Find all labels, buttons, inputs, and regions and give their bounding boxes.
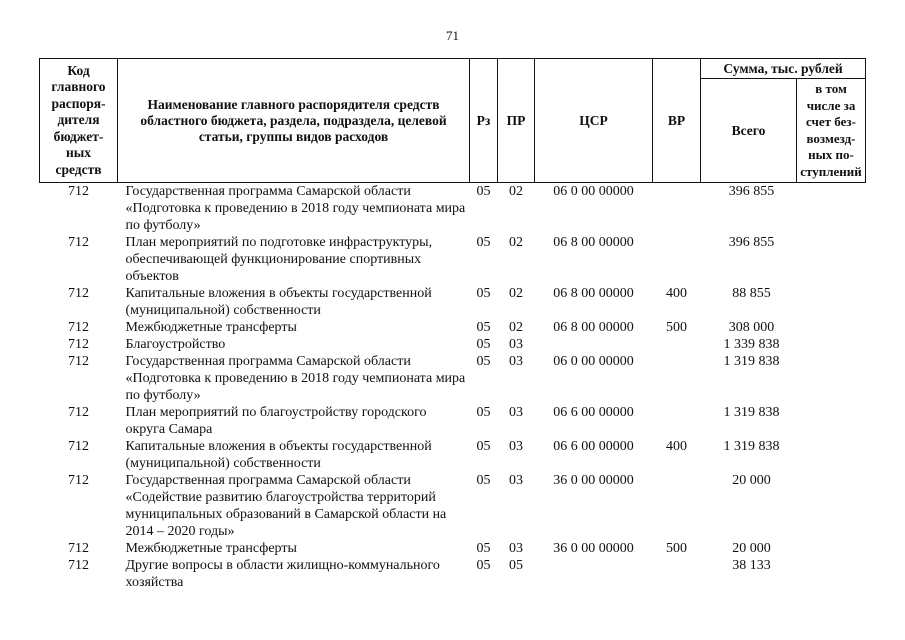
cell-code: 712: [68, 405, 89, 420]
cell-name: Государственная программа Самарской области «Подготовка к проведению в 2018 году чемпионата мира по футболу»: [125, 184, 466, 233]
cell-incl: [797, 540, 866, 557]
cell-csr: [535, 336, 653, 353]
cell-incl: [797, 438, 866, 472]
cell-code: 712: [68, 320, 89, 335]
table-row: [40, 336, 866, 353]
cell-incl: [797, 234, 866, 285]
cell-name: План мероприятий по подготовке инфраструктуры, обеспечивающей функционирование спортивных объектов: [125, 235, 433, 284]
table-row: [40, 438, 866, 472]
cell-name: Капитальные вложения в объекты государственной (муниципальной) собственности: [125, 439, 432, 471]
budget-table: [39, 58, 866, 591]
cell-pr: 03: [509, 473, 523, 488]
cell-pr: 05: [509, 558, 523, 573]
cell-vr: 500: [666, 320, 687, 335]
cell-rz: 05: [476, 405, 491, 420]
cell-vr: [653, 557, 701, 591]
cell-name: Благоустройство: [125, 337, 226, 352]
table-row: [40, 472, 866, 540]
cell-incl: [797, 336, 866, 353]
cell-incl: [797, 285, 866, 319]
cell-pr: 03: [509, 439, 523, 454]
table-row: [40, 540, 866, 557]
cell-code: 712: [68, 558, 89, 573]
cell-name: План мероприятий по благоустройству городского округа Самара: [125, 405, 427, 437]
cell-code: 712: [68, 286, 89, 301]
cell-csr: [535, 557, 653, 591]
cell-vr: [653, 404, 701, 438]
cell-pr: 03: [509, 541, 523, 556]
cell-code: 712: [68, 337, 89, 352]
cell-name: Капитальные вложения в объекты государственной (муниципальной) собственности: [125, 286, 432, 318]
column-header-incl: в том числе за счет без-возмезд-ных по-ступлений: [797, 79, 866, 183]
cell-rz: 05: [476, 439, 491, 454]
cell-total: 1 319 838: [723, 405, 780, 420]
cell-vr: [653, 183, 701, 235]
table-row: [40, 353, 866, 404]
cell-csr: 06 0 00 00000: [553, 184, 634, 199]
column-header-vr: ВР: [653, 59, 701, 183]
cell-vr: [653, 234, 701, 285]
cell-rz: 05: [476, 473, 491, 488]
cell-total: 308 000: [728, 320, 775, 335]
cell-incl: [797, 404, 866, 438]
table-body: [40, 183, 866, 592]
cell-incl: [797, 557, 866, 591]
cell-code: 712: [68, 184, 89, 199]
cell-vr: [653, 353, 701, 404]
cell-vr: 400: [666, 286, 687, 301]
table-row: [40, 557, 866, 591]
column-header-name: Наименование главного распорядителя средств областного бюджета, раздела, подраздела, целевой статьи, группы видов расходов: [118, 59, 470, 183]
cell-rz: 05: [476, 541, 491, 556]
cell-csr: 06 0 00 00000: [553, 354, 634, 369]
cell-total: 396 855: [728, 235, 775, 250]
table-row: [40, 183, 866, 235]
cell-vr: 400: [666, 439, 687, 454]
cell-pr: 02: [509, 320, 523, 335]
cell-code: 712: [68, 473, 89, 488]
cell-csr: 06 6 00 00000: [553, 405, 634, 420]
cell-total: 396 855: [728, 184, 775, 199]
cell-rz: 05: [476, 286, 491, 301]
cell-incl: [797, 183, 866, 235]
cell-csr: 06 8 00 00000: [553, 320, 634, 335]
cell-vr: 500: [666, 541, 687, 556]
column-header-csr: ЦСР: [535, 59, 653, 183]
cell-pr: 02: [509, 184, 523, 199]
column-header-sum: Сумма, тыс. рублей: [701, 59, 866, 79]
cell-pr: 03: [509, 405, 523, 420]
cell-rz: 05: [476, 337, 491, 352]
cell-code: 712: [68, 439, 89, 454]
column-header-total: Всего: [701, 79, 797, 183]
table-row: [40, 319, 866, 336]
cell-total: 88 855: [732, 286, 771, 301]
cell-total: 38 133: [732, 558, 771, 573]
cell-name: Межбюджетные трансферты: [125, 541, 297, 556]
cell-rz: 05: [476, 184, 491, 199]
cell-vr: [653, 336, 701, 353]
column-header-pr: ПР: [498, 59, 535, 183]
cell-total: 20 000: [732, 541, 771, 556]
cell-total: 1 319 838: [723, 439, 780, 454]
cell-rz: 05: [476, 354, 491, 369]
cell-csr: 06 8 00 00000: [553, 286, 634, 301]
cell-rz: 05: [476, 558, 491, 573]
cell-pr: 02: [509, 286, 523, 301]
table-row: [40, 285, 866, 319]
cell-pr: 03: [509, 337, 523, 352]
column-header-code: Код главного распоря-дителя бюджет-ных средств: [40, 59, 118, 183]
cell-csr: 06 8 00 00000: [553, 235, 634, 250]
cell-incl: [797, 353, 866, 404]
page-number: 71: [446, 28, 459, 43]
cell-name: Государственная программа Самарской области «Подготовка к проведению в 2018 году чемпионата мира по футболу»: [125, 354, 466, 403]
cell-csr: 06 6 00 00000: [553, 439, 634, 454]
cell-rz: 05: [476, 235, 491, 250]
table-header: [40, 59, 866, 183]
cell-total: 20 000: [732, 473, 771, 488]
cell-code: 712: [68, 354, 89, 369]
cell-rz: 05: [476, 320, 491, 335]
cell-code: 712: [68, 235, 89, 250]
cell-code: 712: [68, 541, 89, 556]
cell-vr: [653, 472, 701, 540]
cell-name: Межбюджетные трансферты: [125, 320, 297, 335]
cell-name: Государственная программа Самарской области «Содействие развитию благоустройства территорий муниципальных образований в Самарской области на 2014 – 2020 годы»: [125, 473, 447, 539]
cell-total: 1 339 838: [723, 337, 780, 352]
cell-incl: [797, 319, 866, 336]
column-header-rz: Рз: [470, 59, 498, 183]
cell-name: Другие вопросы в области жилищно-коммунального хозяйства: [125, 558, 440, 590]
cell-csr: 36 0 00 00000: [553, 473, 634, 488]
cell-csr: 36 0 00 00000: [553, 541, 634, 556]
table-row: [40, 404, 866, 438]
cell-pr: 03: [509, 354, 523, 369]
cell-pr: 02: [509, 235, 523, 250]
cell-incl: [797, 472, 866, 540]
cell-total: 1 319 838: [723, 354, 780, 369]
table-row: [40, 234, 866, 285]
